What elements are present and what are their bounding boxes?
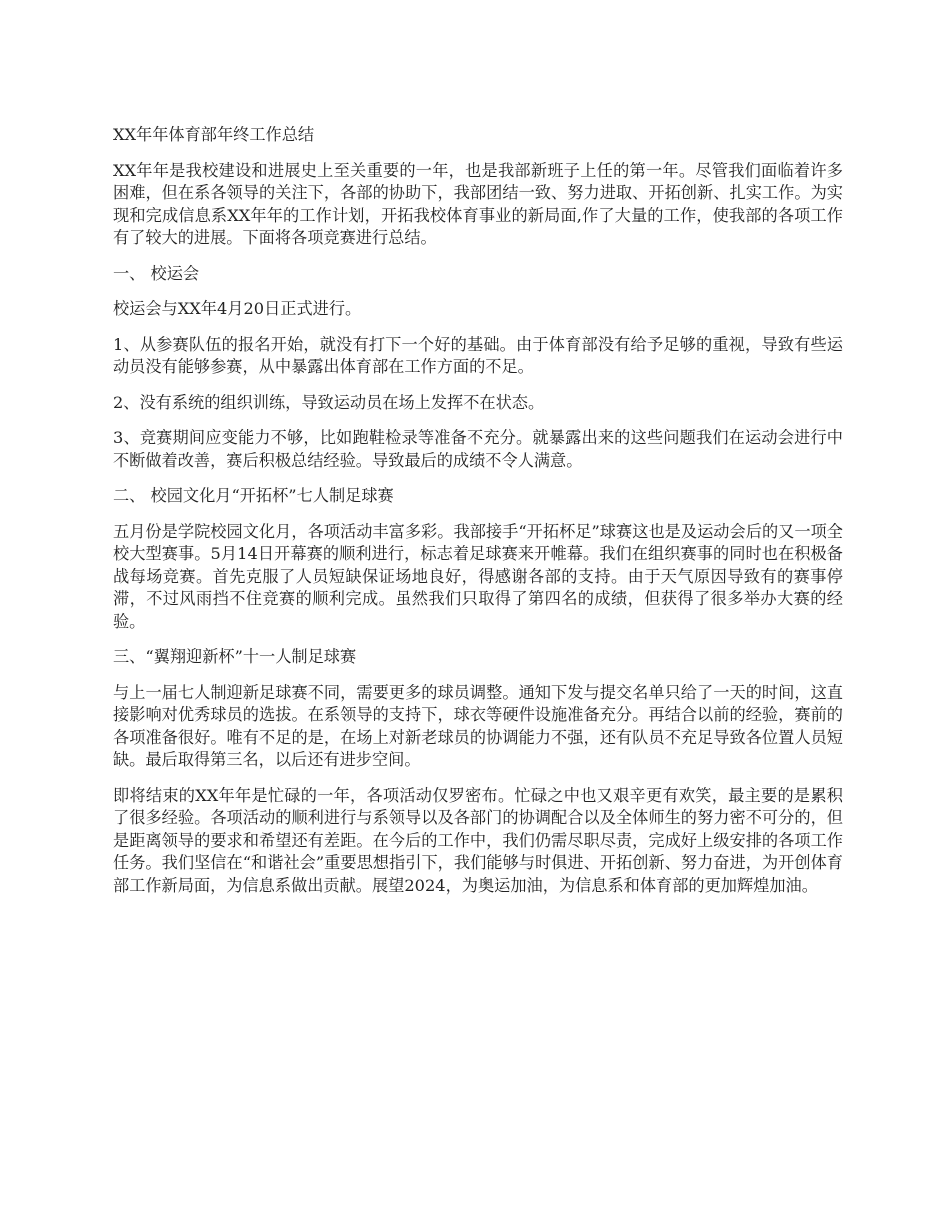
yixiang-cup-paragraph: 与上一届七人制迎新足球赛不同，需要更多的球员调整。通知下发与提交名单只给了一天的时间，这直接影响对优秀球员的选拔。在系领导的支持下，球衣等硬件设施准备充分。再结合以前的经验，赛前的各项准备很好。唯有不足的是，在场上对新老球员的协调能力不强，还有队员不充足导致各位置人员短缺。最后取得第三名，以后还有进步空间。 [113,682,843,769]
section-heading-kaituo-cup: 二、 校园文化月“开拓杯”七人制足球赛 [113,486,394,505]
closing-paragraph: 即将结束的XX年年是忙碌的一年，各项活动仅罗密布。忙碌之中也又艰辛更有欢笑，最主要的是累积了很多经验。各项活动的顺利进行与系领导以及各部门的协调配合以及全体师生的努力密不可分的，但是距离领导的要求和希望还有差距。在今后的工作中，我们仍需尽职尽责，完成好上级安排的各项工作任务。我们坚信在“和谐社会”重要思想指引下，我们能够与时俱进、开拓创新、努力奋进，为开创体育部工作新局面，为信息系做出贡献。展望2024，为奥运加油，为信息系和体育部的更加辉煌加油。 [113,785,843,895]
section-heading-sports-meet: 一、 校运会 [113,263,200,283]
section-heading-yixiang-cup: 三、“翼翔迎新杯”十一人制足球赛 [113,647,357,666]
document-body [113,124,843,897]
sports-meet-date-paragraph: 校运会与XX年4月20日正式进行。 [113,299,362,318]
sports-meet-point-3: 3、竞赛期间应变能力不够，比如跑鞋检录等准备不充分。就暴露出来的这些问题我们在运动会进行中不断做着改善，赛后积极总结经验。导致最后的成绩不令人满意。 [113,428,843,470]
sports-meet-point-2: 2、没有系统的组织训练，导致运动员在场上发挥不在状态。 [113,392,545,412]
intro-paragraph: XX年年是我校建设和进展史上至关重要的一年，也是我部新班子上任的第一年。尽管我们面临着许多困难，但在系各领导的关注下，各部的协助下，我部团结一致、努力进取、开拓创新、扎实工作。为实现和完成信息系XX年年的工作计划，开拓我校体育事业的新局面,作了大量的工作，使我部的各项工作有了较大的进展。下面将各项竞赛进行总结。 [113,160,843,247]
sports-meet-point-1: 1、从参赛队伍的报名开始，就没有打下一个好的基础。由于体育部没有给予足够的重视，导致有些运动员没有能够参赛，从中暴露出体育部在工作方面的不足。 [113,334,843,376]
document-title: XX年年体育部年终工作总结 [113,125,315,144]
kaituo-cup-paragraph: 五月份是学院校园文化月，各项活动丰富多彩。我部接手“开拓杯足”球赛这也是及运动会后的又一项全校大型赛事。5月14日开幕赛的顺利进行，标志着足球赛来开帷幕。我们在组织赛事的同时也在积极备战每场竞赛。首先克服了人员短缺保证场地良好，得感谢各部的支持。由于天气原因导致有的赛事停滞，不过风雨挡不住竞赛的顺利完成。虽然我们只取得了第四名的成绩，但获得了很多举办大赛的经验。 [113,521,843,631]
